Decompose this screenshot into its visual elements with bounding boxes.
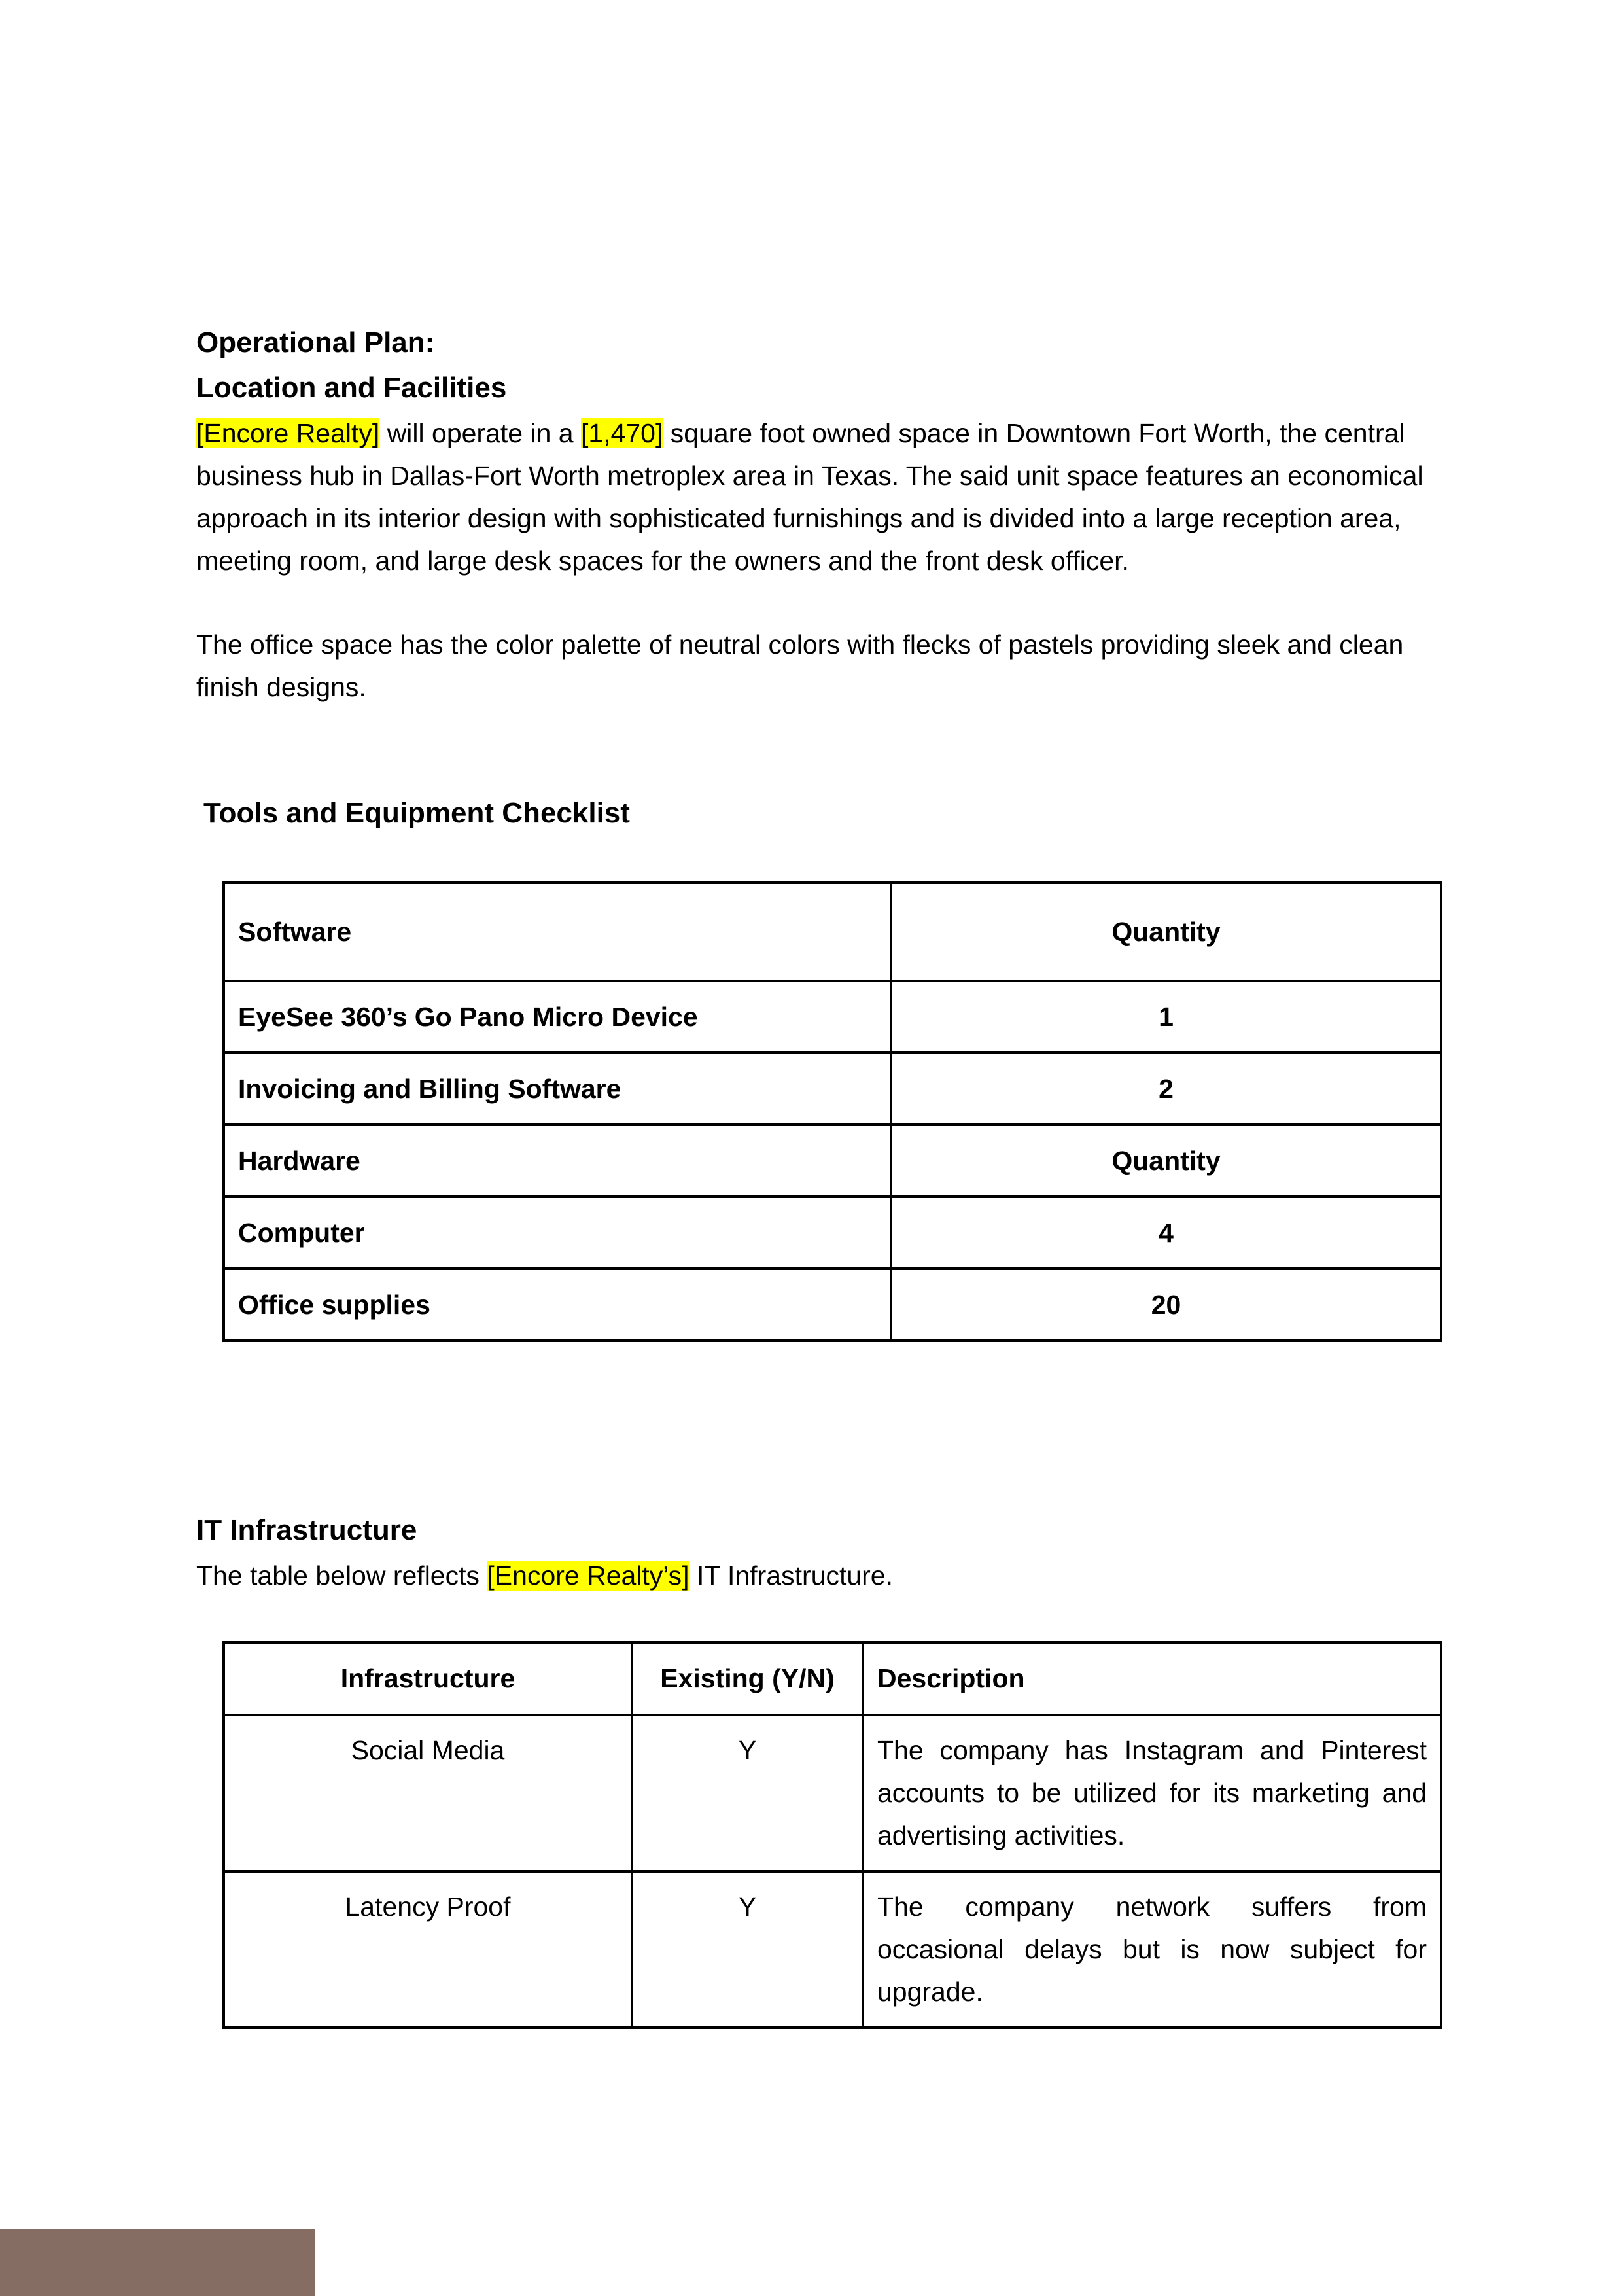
highlight-company-name: [Encore Realty’s] <box>487 1561 689 1591</box>
description-line: occasional delays but is now subject for <box>877 1934 1427 1964</box>
header-existing: Existing (Y/N) <box>632 1642 863 1715</box>
tools-qty-cell: Quantity <box>891 1125 1441 1197</box>
it-intro <box>196 1555 1426 1597</box>
header-infrastructure: Infrastructure <box>224 1642 632 1715</box>
table-row <box>224 1871 1441 2028</box>
paragraph-line: The office space has the color palette of neutral colors with flecks of pastels providing sleek and clean <box>196 629 1404 660</box>
description-line: The company has Instagram and Pinterest <box>877 1735 1427 1765</box>
text-fragment: The table below reflects <box>196 1561 487 1591</box>
location-paragraph <box>196 412 1426 582</box>
tools-qty-cell: 1 <box>891 981 1441 1053</box>
text-fragment: square foot owned space in Downtown Fort Worth, the central <box>663 418 1405 448</box>
infrastructure-cell: Latency Proof <box>224 1871 632 2028</box>
description-line: advertising activities. <box>877 1820 1125 1850</box>
it-infrastructure-table <box>222 1641 1442 2029</box>
text-fragment: will operate in a <box>379 418 581 448</box>
table-row <box>224 883 1441 981</box>
table-row <box>224 1053 1441 1125</box>
header-description: Description <box>863 1642 1441 1715</box>
tools-item-cell: EyeSee 360’s Go Pano Micro Device <box>224 981 891 1053</box>
section-heading-operational-plan: Operational Plan: <box>196 327 435 359</box>
tools-item-cell: Software <box>224 883 891 981</box>
tools-heading: Tools and Equipment Checklist <box>203 797 630 829</box>
it-heading: IT Infrastructure <box>196 1514 417 1546</box>
table-row <box>224 981 1441 1053</box>
table-row <box>224 1715 1441 1871</box>
paragraph-line: meeting room, and large desk spaces for the owners and the front desk officer. <box>196 546 1129 576</box>
description-cell <box>863 1871 1441 2028</box>
tools-item-cell: Office supplies <box>224 1269 891 1341</box>
description-cell <box>863 1715 1441 1871</box>
table-row <box>224 1125 1441 1197</box>
description-line: accounts to be utilized for its marketing and <box>877 1778 1427 1808</box>
table-row <box>224 1197 1441 1269</box>
subheading-location-facilities: Location and Facilities <box>196 372 507 404</box>
table-header-row <box>224 1642 1441 1715</box>
paragraph-line <box>196 1555 1426 1597</box>
description-line: upgrade. <box>877 1977 983 2007</box>
paragraph-line: business hub in Dallas-Fort Worth metroplex area in Texas. The said unit space features an economical <box>196 461 1423 491</box>
tools-qty-cell: 20 <box>891 1269 1441 1341</box>
tools-qty-cell: 2 <box>891 1053 1441 1125</box>
description-line: The company network suffers from <box>877 1892 1427 1922</box>
tools-item-cell: Computer <box>224 1197 891 1269</box>
tools-qty-cell: 4 <box>891 1197 1441 1269</box>
existing-cell: Y <box>632 1871 863 2028</box>
color-palette-paragraph <box>196 624 1426 709</box>
table-row <box>224 1269 1441 1341</box>
tools-checklist-table <box>222 881 1442 1342</box>
tools-item-cell: Invoicing and Billing Software <box>224 1053 891 1125</box>
tools-qty-cell: Quantity <box>891 883 1441 981</box>
text-fragment: IT Infrastructure. <box>689 1561 893 1591</box>
infrastructure-cell: Social Media <box>224 1715 632 1871</box>
tools-item-cell: Hardware <box>224 1125 891 1197</box>
paragraph-line <box>196 412 1426 455</box>
footer-color-band <box>0 2229 315 2296</box>
existing-cell: Y <box>632 1715 863 1871</box>
highlight-company-name: [Encore Realty] <box>196 418 380 448</box>
paragraph-line: finish designs. <box>196 672 366 702</box>
highlight-square-footage: [1,470] <box>580 418 663 448</box>
paragraph-line: approach in its interior design with sophisticated furnishings and is divided into a large reception area, <box>196 503 1401 533</box>
